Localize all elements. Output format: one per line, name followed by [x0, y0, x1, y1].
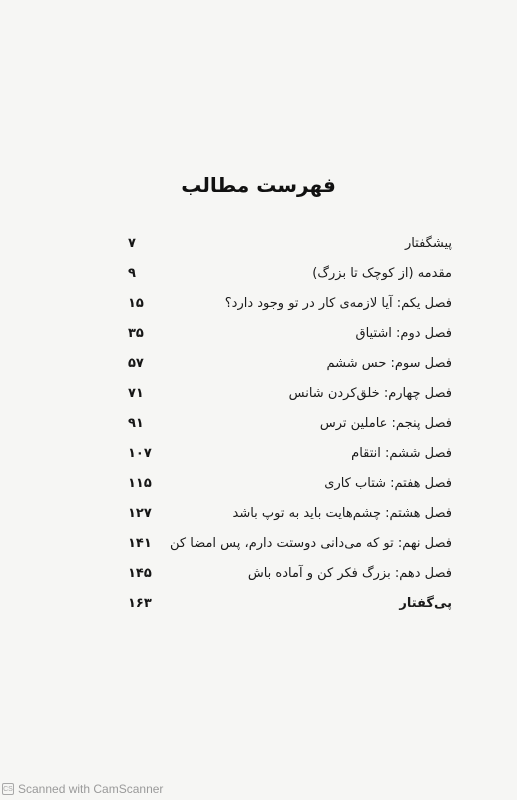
toc-entry-label: پی‌گفتار: [399, 595, 452, 611]
toc-entry-label: فصل دهم: بزرگ فکر کن و آماده باش: [247, 565, 452, 581]
toc-entry: [128, 258, 452, 288]
toc-page-number: ۹: [128, 265, 136, 281]
toc-entry-label: فصل دوم: اشتیاق: [355, 325, 452, 341]
toc-entry-label: فصل چهارم: خلق‌کردن شانس: [288, 385, 452, 401]
toc-entry: [128, 588, 452, 618]
toc-list: [128, 228, 452, 618]
toc-entry: [128, 318, 452, 348]
toc-entry: [128, 558, 452, 588]
toc-entry: [128, 228, 452, 258]
toc-entry: [128, 528, 452, 558]
toc-entry-label: فصل هشتم: چشم‌هایت باید به توپ باشد: [232, 505, 452, 521]
toc-entry-label: مقدمه (از کوچک تا بزرگ): [312, 265, 452, 281]
toc-page-number: ۳۵: [128, 325, 144, 341]
toc-page-number: ۷۱: [128, 385, 144, 401]
toc-entry-label: پیشگفتار: [404, 235, 452, 251]
toc-entry-label: فصل یکم: آیا لازمه‌ی کار در تو وجود دارد؟: [224, 295, 452, 311]
camscanner-icon: CS: [2, 783, 14, 795]
toc-page-number: ۱۱۵: [128, 475, 152, 491]
toc-entry: [128, 408, 452, 438]
toc-entry-label: فصل نهم: تو که می‌دانی دوستت دارم، پس امضا کن: [170, 535, 452, 551]
toc-entry: [128, 288, 452, 318]
toc-page-number: ۹۱: [128, 415, 144, 431]
toc-entry: [128, 378, 452, 408]
toc-page-number: ۷: [128, 235, 136, 251]
toc-page-number: ۱۴۵: [128, 565, 152, 581]
toc-page-number: ۱۴۱: [128, 535, 152, 551]
toc-page-number: ۱۲۷: [128, 505, 152, 521]
toc-entry-label: فصل ششم: انتقام: [351, 445, 452, 461]
toc-entry-label: فصل هفتم: شتاب کاری: [324, 475, 452, 491]
toc-entry: [128, 438, 452, 468]
toc-title: فهرست مطالب: [181, 173, 336, 197]
watermark-text: Scanned with CamScanner: [18, 782, 164, 796]
toc-entry: [128, 498, 452, 528]
toc-entry: [128, 468, 452, 498]
toc-page-number: ۵۷: [128, 355, 144, 371]
scanner-watermark: [2, 781, 163, 797]
toc-entry-label: فصل سوم: حس ششم: [326, 355, 452, 371]
toc-entry: [128, 348, 452, 378]
toc-page-number: ۱۰۷: [128, 445, 152, 461]
toc-page-number: ۱۶۳: [128, 595, 152, 611]
toc-page-number: ۱۵: [128, 295, 144, 311]
toc-entry-label: فصل پنجم: عاملین ترس: [319, 415, 452, 431]
